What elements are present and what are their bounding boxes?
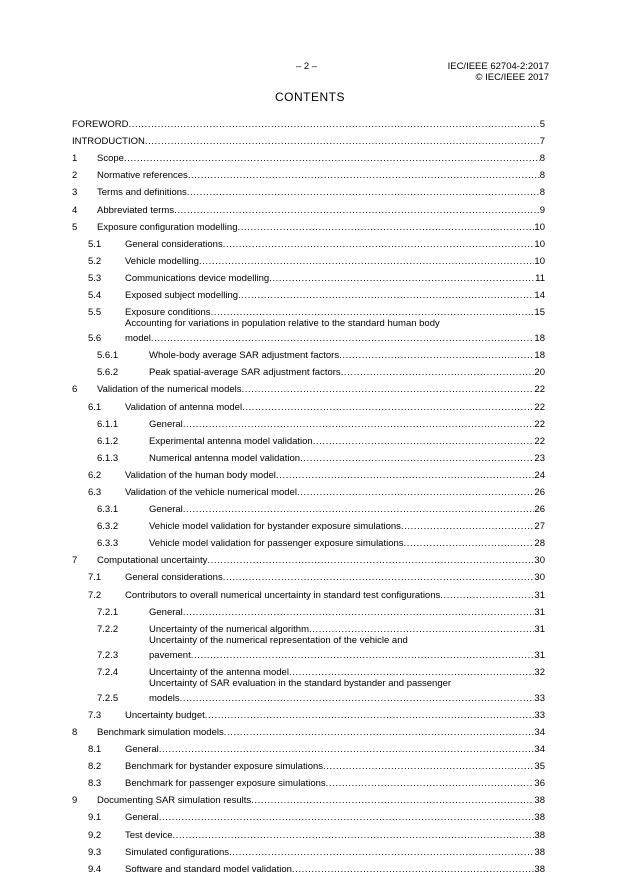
toc-entry-title: FOREWORD (72, 119, 129, 131)
toc-entry[interactable] (72, 618, 545, 635)
dot-leader (313, 436, 535, 447)
dot-leader (242, 384, 535, 395)
toc-entry[interactable] (72, 772, 545, 789)
dot-leader (292, 864, 535, 875)
toc-entry-number: 7.2 (88, 589, 102, 601)
dot-leader (207, 555, 534, 566)
dot-leader (341, 367, 535, 378)
toc-entry-page: 22 (534, 401, 545, 413)
toc-entry[interactable] (72, 447, 545, 464)
dot-leader (183, 419, 535, 430)
toc-entry-number: 5.6 (88, 333, 102, 345)
dot-leader (145, 136, 540, 147)
toc-entry-title: Uncertainty of the numerical representation of the vehicle and (149, 634, 408, 646)
toc-entry-page: 36 (534, 778, 545, 790)
toc-entry-number: 8.1 (88, 744, 102, 756)
toc-entry-title: Computational uncertainty (97, 555, 208, 567)
dot-leader (224, 727, 535, 738)
toc-entry[interactable] (72, 216, 545, 233)
toc-entry-number: 8 (72, 727, 78, 738)
toc-entry-number: 2 (72, 170, 78, 182)
dot-leader (440, 590, 534, 601)
toc-entry-number: 7.2.2 (97, 623, 119, 635)
toc-entry-number: 7.2.4 (97, 666, 119, 678)
toc-entry[interactable] (72, 181, 545, 198)
toc-entry-page: 8 (539, 187, 545, 199)
toc-entry-number: 6.3 (88, 486, 102, 498)
toc-entry-title: General (149, 606, 183, 618)
toc-entry-title: Test device (125, 829, 173, 841)
toc-entry[interactable] (72, 601, 545, 618)
toc-entry-title: Contributors to overall numerical uncertainty in standard test configurations (125, 589, 441, 601)
toc-entry-page: 9 (539, 204, 545, 216)
toc-entry-title: General (149, 418, 183, 430)
toc-entry-number: 9 (72, 795, 78, 807)
dot-leader (323, 761, 534, 772)
dot-leader (251, 795, 534, 806)
toc-entry-page: 38 (534, 812, 545, 824)
toc-entry[interactable] (72, 789, 545, 806)
toc-entry-page: 33 (534, 692, 545, 704)
dot-leader (223, 572, 535, 583)
dot-leader (188, 170, 540, 181)
toc-entry-page: 33 (534, 709, 545, 721)
toc-entry-title: Scope (97, 153, 124, 165)
toc-entry-number: 6.2 (88, 469, 102, 481)
toc-entry[interactable] (72, 464, 545, 481)
toc-entry-page: 34 (534, 744, 545, 756)
toc-entry-page: 22 (534, 435, 545, 447)
toc-entry-title: General (125, 812, 159, 824)
toc-entry-title: Validation of the human body model (125, 469, 276, 481)
dot-leader (297, 487, 534, 498)
toc-entry[interactable] (72, 583, 545, 600)
toc-entry-page: 8 (539, 153, 545, 165)
toc-entry-number: 7.2.1 (97, 606, 119, 618)
toc-entry-title: General (149, 504, 183, 516)
dot-leader (401, 521, 535, 532)
toc-entry-number: 5.2 (88, 255, 102, 267)
toc-entry-title: INTRODUCTION (72, 136, 145, 148)
toc-entry-title: Vehicle model validation for bystander exposure simulations (149, 521, 401, 533)
toc-entry-page: 26 (534, 486, 545, 498)
toc-entry-title: Peak spatial-average SAR adjustment factors (149, 367, 341, 379)
toc-entry-title: Exposed subject modelling (125, 290, 239, 302)
toc-entry-title: Software and standard model validation (125, 863, 292, 875)
toc-entry-title: General considerations (125, 572, 223, 584)
toc-entry-title: Benchmark for bystander exposure simulations (125, 761, 324, 773)
dot-leader (124, 153, 540, 164)
toc-entry-title: Documenting SAR simulation results (97, 795, 252, 807)
dot-leader (339, 350, 534, 361)
toc-entry-page: 35 (534, 761, 545, 773)
toc-entry-number: 4 (72, 204, 78, 216)
toc-entry-page: 26 (534, 504, 545, 516)
copyright-notice: © IEC/IEEE 2017 (475, 72, 549, 83)
toc-entry-number: 6.3.3 (97, 538, 119, 550)
toc-entry-title: Vehicle modelling (125, 255, 199, 267)
toc-entry-number: 1 (72, 153, 78, 165)
toc-entry[interactable] (72, 755, 545, 772)
toc-entry-page: 7 (539, 136, 545, 148)
dot-leader (276, 470, 535, 481)
toc-entry-number: 6.1.3 (97, 452, 119, 464)
toc-entry-page: 20 (534, 367, 545, 379)
toc-entry-title: Terms and definitions (97, 187, 187, 199)
toc-entry-title: Validation of the numerical models (97, 384, 242, 396)
toc-entry-page: 38 (534, 863, 545, 875)
toc-entry-page: 31 (534, 623, 545, 635)
toc-entry-title: Uncertainty of SAR evaluation in the standard bystander and passenger (149, 677, 452, 689)
toc-entry-number: 7.2.5 (97, 692, 119, 704)
toc-entry-title: Whole-body average SAR adjustment factors (149, 350, 340, 362)
toc-entry-page: 11 (535, 272, 545, 284)
toc-entry-number: 8.3 (88, 778, 102, 790)
toc-entry-number: 7 (72, 555, 78, 567)
toc-entry-title: Exposure conditions (125, 307, 211, 319)
toc-entry-title: Numerical antenna model validation (149, 452, 301, 464)
toc-entry[interactable] (72, 858, 545, 875)
dot-leader (269, 273, 535, 284)
toc-entry-number: 5 (72, 221, 78, 233)
toc-entry-number: 6 (72, 384, 78, 396)
dot-leader (183, 607, 535, 618)
toc-entry-title: Benchmark for passenger exposure simulations (125, 778, 326, 790)
toc-entry-page: 31 (534, 606, 545, 618)
toc-entry[interactable] (72, 430, 545, 447)
toc-entry-title: Validation of the vehicle numerical model (125, 486, 297, 498)
dot-leader (300, 453, 534, 464)
toc-entry-title: Benchmark simulation models (97, 727, 224, 738)
page-number: – 2 – (296, 61, 318, 72)
toc-entry-number: 7.1 (88, 572, 102, 584)
dot-leader (174, 205, 540, 216)
toc-entry-number: 9.1 (88, 812, 102, 824)
document-id: IEC/IEEE 62704-2:2017 (447, 61, 549, 72)
toc-entry-page: 22 (534, 418, 545, 430)
toc-entry[interactable] (72, 130, 545, 147)
toc-entry[interactable] (72, 635, 545, 661)
toc-entry-page: 31 (534, 649, 545, 661)
dot-leader (159, 812, 535, 823)
toc-entry-page: 38 (534, 829, 545, 841)
toc-entry-number: 5.3 (88, 272, 102, 284)
toc-entry-page: 14 (534, 290, 545, 302)
toc-entry-title: Simulated configurations (125, 846, 230, 858)
toc-entry-number: 7.2.3 (97, 649, 119, 661)
toc-entry-title: Accounting for variations in population relative to the standard human body (125, 318, 440, 330)
toc-entry-page: 38 (534, 795, 545, 807)
toc-entry-page: 22 (534, 384, 545, 396)
toc-entry-number: 5.4 (88, 290, 102, 302)
toc-entry-title: Normative references (97, 170, 188, 182)
toc-entry-page: 30 (534, 572, 545, 584)
toc-entry-number: 3 (72, 187, 78, 199)
toc-entry[interactable] (72, 806, 545, 823)
toc-entry[interactable] (72, 267, 545, 284)
toc-entry[interactable] (72, 498, 545, 515)
toc-entry-number: 7.3 (88, 709, 102, 721)
dot-leader (191, 650, 535, 661)
dot-leader (223, 239, 535, 250)
toc-entry[interactable] (72, 678, 545, 704)
dot-leader (159, 744, 535, 755)
toc-entry-page: 10 (534, 238, 545, 250)
dot-leader (205, 710, 535, 721)
toc-entry[interactable] (72, 250, 545, 267)
toc-entry-title: Uncertainty of the numerical algorithm (149, 623, 309, 635)
toc-entry[interactable] (72, 284, 545, 301)
toc-entry-page: 5 (539, 119, 545, 131)
toc-entry-number: 5.6.1 (97, 350, 119, 362)
dot-leader (326, 778, 535, 789)
toc-entry[interactable] (72, 413, 545, 430)
toc-entry-number: 9.3 (88, 846, 102, 858)
toc-entry-title: Abbreviated terms (97, 204, 175, 216)
toc-entry[interactable] (72, 738, 545, 755)
dot-leader (238, 290, 534, 301)
toc-entry-page: 18 (534, 350, 545, 362)
dot-leader (309, 624, 534, 635)
dot-leader (229, 847, 534, 858)
toc-entry[interactable] (72, 318, 545, 344)
toc-entry[interactable] (72, 198, 545, 215)
toc-entry-page: 8 (539, 170, 545, 182)
toc-entry-page: 23 (534, 452, 545, 464)
dot-leader (289, 667, 534, 678)
toc-entry-page: 31 (534, 589, 545, 601)
toc-entry-number: 6.3.1 (97, 504, 119, 516)
toc-entry-number: 5.6.2 (97, 367, 119, 379)
toc-entry-title: General (125, 744, 159, 756)
toc-entry[interactable] (72, 378, 545, 395)
toc-entry[interactable] (72, 549, 545, 566)
toc-entry-title: Vehicle model validation for passenger exposure simulations (149, 538, 404, 550)
toc-entry[interactable] (72, 164, 545, 181)
toc-entry[interactable] (72, 233, 545, 250)
toc-entry-number: 5.5 (88, 307, 102, 319)
toc-entry-title: Uncertainty of the antenna model (149, 666, 289, 678)
toc-entry-title: Communications device modelling (125, 272, 270, 284)
contents-heading: CONTENTS (275, 90, 345, 104)
dot-leader (151, 333, 535, 344)
toc-entry-number: 9.4 (88, 863, 102, 875)
dot-leader (173, 830, 535, 841)
toc-entry-title: Exposure configuration modelling (97, 221, 238, 233)
dot-leader (187, 187, 540, 198)
toc-entry-page: 34 (534, 727, 545, 738)
toc-entry-page: 30 (534, 555, 545, 567)
dot-leader (183, 504, 535, 515)
dot-leader (180, 693, 535, 704)
toc-entry-number: 5.1 (88, 238, 102, 250)
toc-entry-number: 6.1.1 (97, 418, 119, 430)
toc-entry-page: 10 (534, 255, 545, 267)
toc-entry[interactable] (72, 361, 545, 378)
toc-entry-title: General considerations (125, 238, 223, 250)
table-of-contents (72, 113, 545, 875)
toc-entry[interactable] (72, 704, 545, 721)
toc-entry-title: model (125, 333, 151, 345)
dot-leader (237, 222, 534, 233)
toc-entry[interactable] (72, 301, 545, 318)
toc-entry-page: 27 (534, 521, 545, 533)
toc-entry[interactable] (72, 566, 545, 583)
toc-entry[interactable] (72, 147, 545, 164)
toc-entry[interactable] (72, 481, 545, 498)
toc-entry-number: 9.2 (88, 829, 102, 841)
toc-entry-title: Uncertainty budget (125, 709, 205, 721)
toc-entry[interactable] (72, 661, 545, 678)
toc-entry[interactable] (72, 841, 545, 858)
dot-leader (211, 307, 535, 318)
toc-entry-page: 10 (534, 221, 545, 233)
toc-entry-title: pavement (149, 649, 191, 661)
toc-entry-page: 24 (534, 469, 545, 481)
toc-entry-number: 8.2 (88, 761, 102, 773)
dot-leader (128, 119, 539, 130)
dot-leader (242, 402, 534, 413)
dot-leader (404, 538, 535, 549)
toc-entry-title: Experimental antenna model validation (149, 435, 313, 447)
toc-entry[interactable] (72, 395, 545, 412)
toc-entry[interactable] (72, 823, 545, 840)
toc-entry-page: 38 (534, 846, 545, 858)
toc-entry[interactable] (72, 721, 545, 738)
toc-entry-page: 32 (534, 666, 545, 678)
toc-entry[interactable] (72, 344, 545, 361)
dot-leader (199, 256, 534, 267)
toc-entry[interactable] (72, 113, 545, 130)
toc-entry-page: 18 (534, 333, 545, 345)
toc-entry[interactable] (72, 515, 545, 532)
toc-entry-title: Validation of antenna model (125, 401, 243, 413)
toc-entry-page: 28 (534, 538, 545, 550)
toc-entry[interactable] (72, 532, 545, 549)
toc-entry-number: 6.1 (88, 401, 102, 413)
toc-entry-page: 15 (534, 307, 545, 319)
toc-entry-title: models (149, 692, 180, 704)
toc-entry-number: 6.3.2 (97, 521, 119, 533)
toc-entry-number: 6.1.2 (97, 435, 119, 447)
